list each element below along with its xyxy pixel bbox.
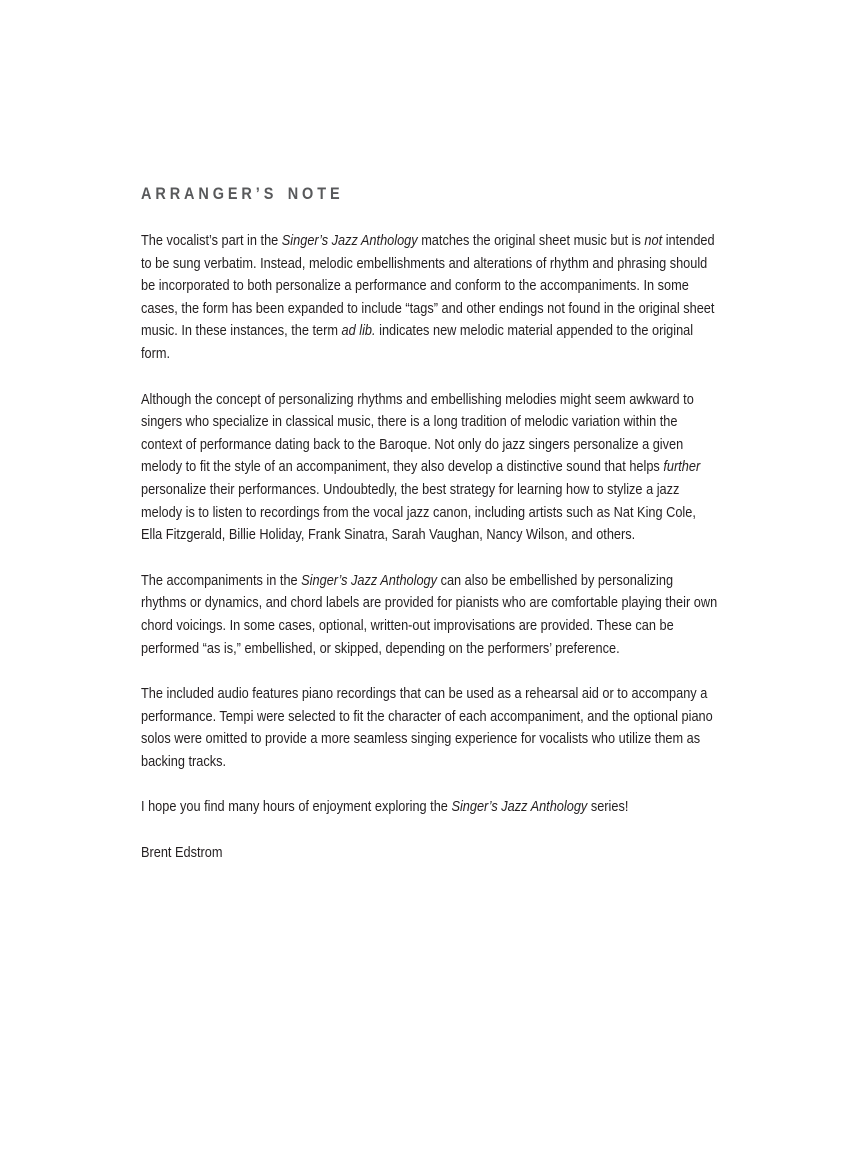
paragraph-personalizing-rhythms — [141, 389, 719, 547]
text-segment: I hope you find many hours of enjoyment exploring the — [141, 798, 452, 816]
paragraph-accompaniments — [141, 570, 719, 660]
text-segment: indicates new melodic material appended to the original form. — [141, 322, 694, 362]
italic-book-title: Singer’s Jazz Anthology — [281, 232, 418, 249]
text-column — [141, 184, 719, 865]
italic-book-title: Singer’s Jazz Anthology — [451, 798, 588, 816]
author-signature: Brent Edstrom — [141, 844, 223, 862]
paragraph-included-audio — [141, 683, 719, 773]
paragraph-closing — [141, 796, 719, 819]
text-segment: can also be embellished by personalizing rhythms or dynamics, and chord labels are provided for pianists who are comfortable playing their own chord voicings. In some cases, optional, written-out improvisations are provided. These can be performed “as is,” embellished, or skipped, depending on the performers’ preference. — [141, 571, 718, 657]
text-segment: series! — [587, 798, 629, 816]
text-segment: The included audio features piano recordings that can be used as a rehearsal aid or to accompany a performance. Tempi were selected to fit the character of each accompaniment, and the optional piano solos were omitted to provide a more seamless singing experience for vocalists who utilize them as backing tracks. — [141, 685, 713, 770]
page-title: ARRANGER’S NOTE — [141, 184, 344, 203]
text-segment: intended to be sung verbatim. Instead, melodic embellishments and alterations of rhythm and phrasing should be incorporated to both personalize a performance and conform to the accompaniments. In some cases, the form has been expanded to include “tags” and other endings not found in the original sheet music. In these instances, the term — [141, 232, 715, 340]
italic-book-title: Singer’s Jazz Anthology — [301, 571, 438, 589]
text-segment: matches the original sheet music but is — [417, 232, 645, 249]
italic-term-ad-lib: ad lib. — [341, 322, 376, 340]
paragraph-vocalist-part — [141, 230, 719, 366]
text-segment: personalize their performances. Undoubtedly, the best strategy for learning how to stylize a jazz melody is to listen to recordings from the vocal jazz canon, including artists such as Nat King Cole, Ella Fitzgerald, Billie Holiday, Frank Sinatra, Sarah Vaughan, Nancy Wilson, and others. — [141, 480, 696, 544]
text-segment: The accompaniments in the — [141, 571, 302, 589]
italic-emphasis: not — [644, 232, 663, 249]
text-segment: Although the concept of personalizing rhythms and embellishing melodies might seem awkward to singers who specialize in classical music, there is a long tradition of melodic variation within the context of performance dating back to the Baroque. Not only do jazz singers personalize a given melody to fit the style of an accompaniment, they also develop a distinctive sound that helps — [141, 390, 694, 476]
text-segment: The vocalist’s part in the — [141, 232, 282, 249]
italic-emphasis: further — [663, 458, 701, 476]
